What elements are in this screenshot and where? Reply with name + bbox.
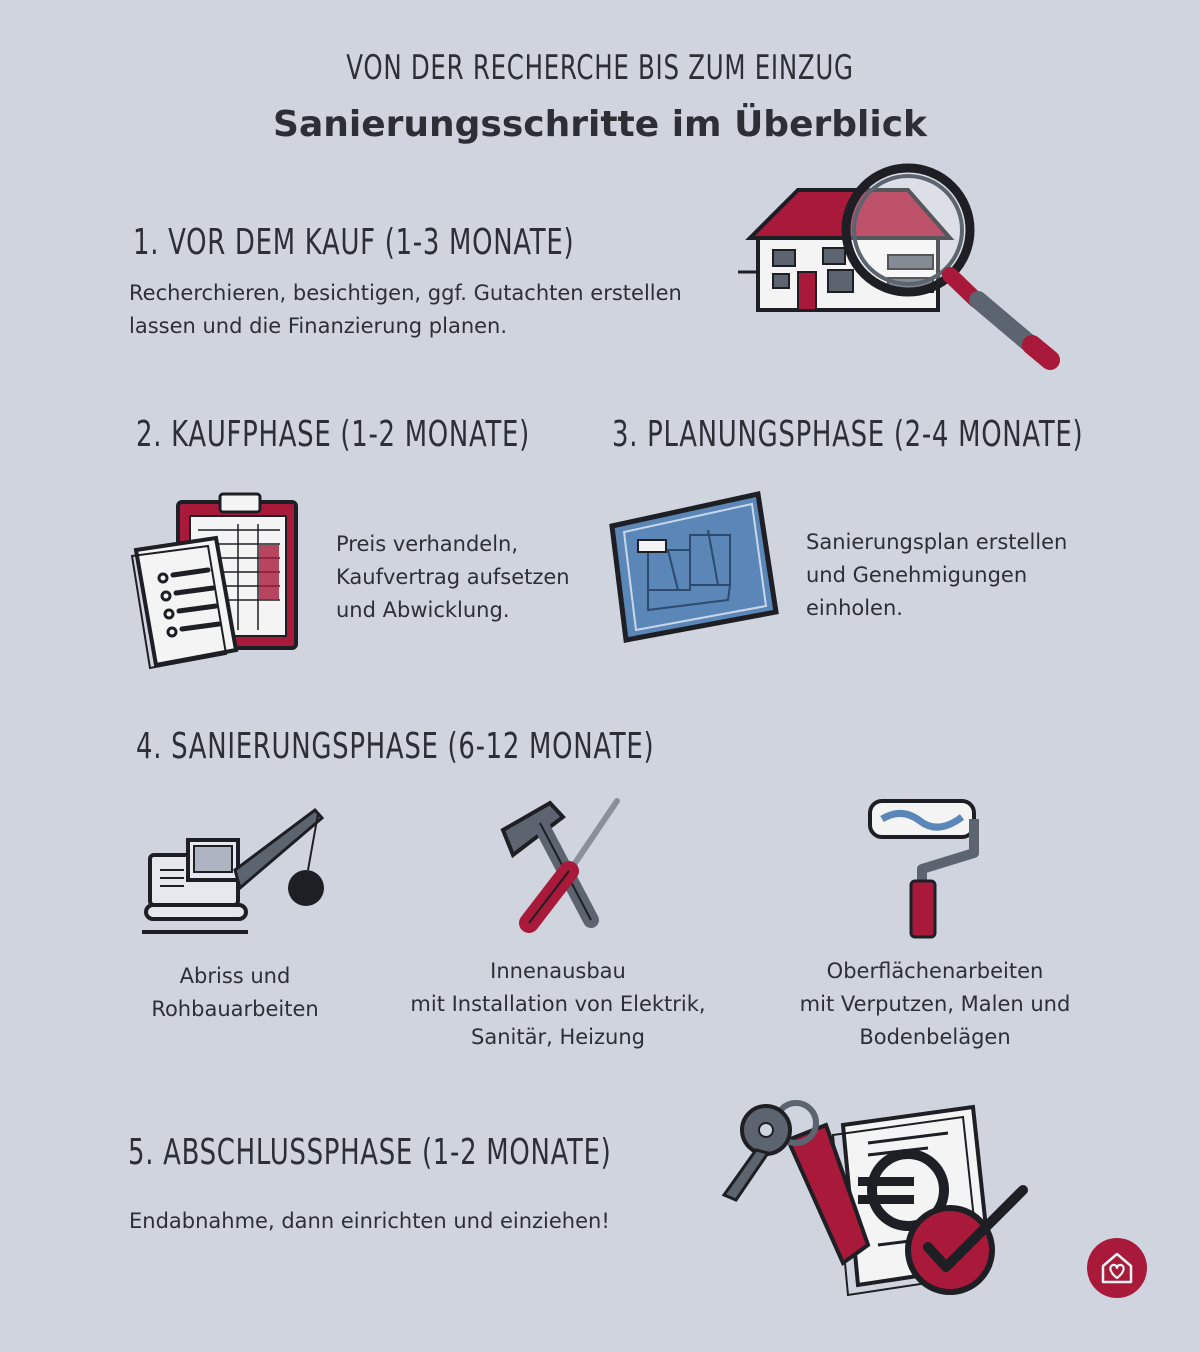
- step-4-item-3-line: mit Verputzen, Malen und: [799, 992, 1071, 1016]
- step-4-item-1-text: [120, 960, 350, 1026]
- step-3-text-line: einholen.: [806, 596, 903, 620]
- step-1-text-line: Recherchieren, besichtigen, ggf. Gutachten erstellen: [129, 281, 682, 305]
- step-4-heading: 4. SANIERUNGSPHASE (6-12 MONATE): [136, 726, 655, 767]
- step-5-text-line: Endabnahme, dann einrichten und einziehen!: [129, 1209, 610, 1233]
- step-3-heading: 3. PLANUNGSPHASE (2-4 MONATE): [612, 414, 1084, 455]
- page-title: Sanierungsschritte im Überblick: [273, 104, 927, 145]
- step-2-text-line: Preis verhandeln,: [336, 532, 519, 556]
- step-4-item-2-line: Innenausbau: [490, 959, 626, 983]
- kicker-heading: VON DER RECHERCHE BIS ZUM EINZUG: [346, 48, 854, 88]
- step-4-item-3-line: Bodenbelägen: [859, 1025, 1011, 1049]
- step-1-text-line: lassen und die Finanzierung planen.: [129, 314, 508, 338]
- paint-roller-icon: [862, 795, 982, 945]
- step-4-item-3-text: [785, 955, 1085, 1054]
- blueprint-icon: [608, 490, 780, 645]
- step-5-text: [129, 1205, 610, 1238]
- step-3-text: [806, 526, 1067, 625]
- step-3-text-line: und Genehmigungen: [806, 563, 1028, 587]
- hammer-screwdriver-icon: [495, 795, 630, 935]
- step-1-text: [129, 277, 729, 343]
- step-3-text-line: Sanierungsplan erstellen: [806, 530, 1068, 554]
- step-2-text-line: Kaufvertrag aufsetzen: [336, 565, 570, 589]
- step-4-item-2-line: Sanitär, Heizung: [471, 1025, 645, 1049]
- step-4-item-1-line: Abriss und: [179, 964, 291, 988]
- keys-document-check-icon: [718, 1095, 1038, 1310]
- step-2-text-line: und Abwicklung.: [336, 598, 510, 622]
- step-4-item-2-line: mit Installation von Elektrik,: [410, 992, 706, 1016]
- clipboard-checklist-icon: [128, 490, 303, 670]
- house-heart-logo-icon: [1087, 1238, 1147, 1298]
- house-magnifier-icon: [738, 160, 1068, 375]
- step-5-heading: 5. ABSCHLUSSPHASE (1-2 MONATE): [128, 1132, 612, 1173]
- step-2-heading: 2. KAUFPHASE (1-2 MONATE): [136, 414, 530, 455]
- step-4-item-1-line: Rohbauarbeiten: [151, 997, 319, 1021]
- wrecking-crane-icon: [140, 800, 330, 940]
- step-2-text: [336, 528, 570, 627]
- step-4-item-3-line: Oberflächenarbeiten: [826, 959, 1044, 983]
- step-1-heading: 1. VOR DEM KAUF (1-3 MONATE): [133, 222, 575, 263]
- step-4-item-2-text: [398, 955, 718, 1054]
